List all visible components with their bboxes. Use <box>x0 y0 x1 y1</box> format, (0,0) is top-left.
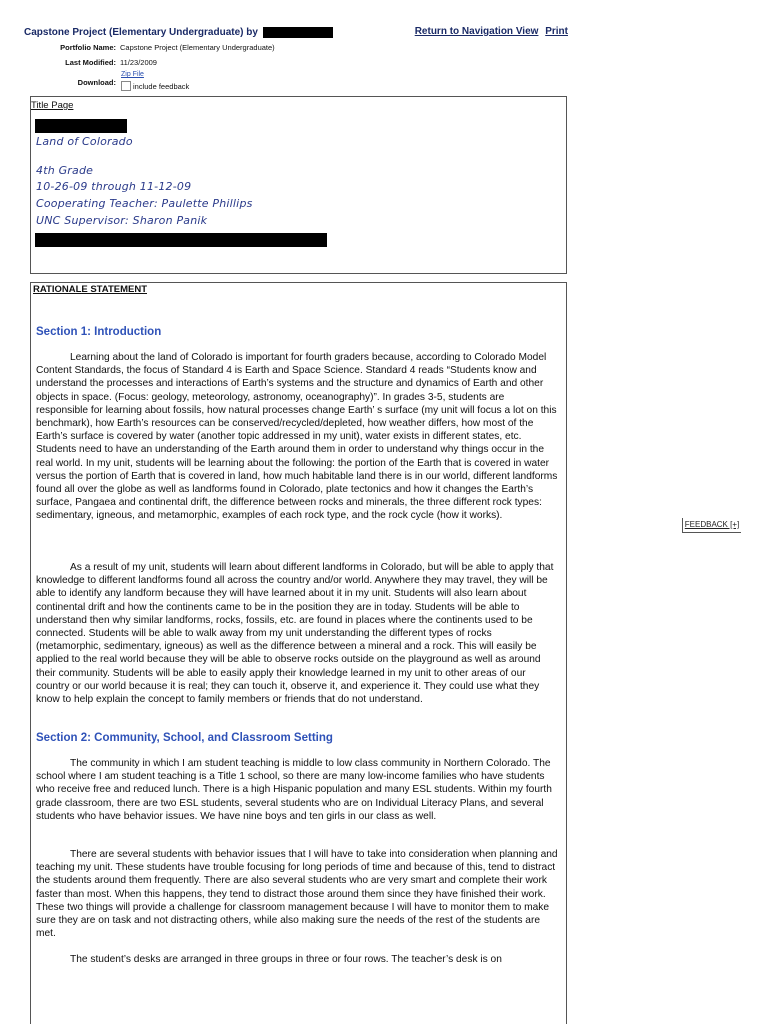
section-1-heading: Section 1: Introduction <box>36 326 162 338</box>
paragraph-5 <box>36 953 558 966</box>
paragraph-2-text: As a result of my unit, students will learn about different landforms in Colorado, but will be able to apply that knowledge to different landforms found all across the country and/or world. Anywhere they may travel, they will be able to identify any landform because they will have learned about it in my unit. Students will also learn about continental drift and how the continents came to be in the position they are in today. Students will be able to understand then why similar landforms, rocks, fossils, etc. are found in places where the continents used to be connected. Students will be able to walk away from my unit understanding the different types of rocks (metamorphic, sedimentary, igneous) as well as the difference between a mineral and a rock. This will easily be applied to the real world because they will be able to observe rocks outside on the playground as well as around their community. Students will be able to easily apply their knowledge learned in my unit to other areas of our country or our world because it is real; they can touch it, observe it, and experience it. They could use what they know to help explain the concept to family members or friends that do not understand. <box>36 562 554 706</box>
download-label: Download: <box>77 78 116 87</box>
paragraph-1 <box>36 351 558 523</box>
header-title-text: Capstone Project (Elementary Undergraduate) by <box>24 27 258 39</box>
paragraph-4 <box>36 848 558 940</box>
portfolio-name-label: Portfolio Name: <box>60 43 116 52</box>
cooperating-teacher: Cooperating Teacher: Paulette Phillips <box>36 197 253 210</box>
unc-supervisor: UNC Supervisor: Sharon Panik <box>36 214 208 227</box>
return-to-navigation-link[interactable]: Return to Navigation View <box>414 26 539 37</box>
portfolio-name-row <box>0 43 275 52</box>
include-feedback-checkbox[interactable] <box>121 81 131 91</box>
last-modified-label: Last Modified: <box>65 58 116 67</box>
print-link[interactable]: Print <box>545 26 568 37</box>
rationale-heading: RATIONALE STATEMENT <box>33 284 147 295</box>
last-modified-row <box>0 58 157 67</box>
header-links <box>411 26 568 37</box>
portfolio-name-value: Capstone Project (Elementary Undergraduate) <box>120 43 275 52</box>
section-2-heading: Section 2: Community, School, and Classroom Setting <box>36 732 333 744</box>
paragraph-4-text: There are several students with behavior issues that I will have to take into consideration when planning and teaching my unit. These students have trouble focusing for long periods of time and because of this, tend to distract the students around them frequently. There are also several students who are very smart and complete their work faster than most. When this happens, they tend to distract those around them since they have finished their work. These two things will provide a challenge for classroom management because I will have to monitor them to make sure they are on task and not distracting others, while also making sure the needs of the rest of the students are met. <box>36 849 558 940</box>
paragraph-1-text: Learning about the land of Colorado is important for fourth graders because, according to Colorado Model Content Standards, the focus of Standard 4 is Earth and Space Science. Standard 4 reads “Students know and understand the processes and interactions of Earth’s systems and the structure and dynamics of Earth and other objects in space. (Focus: geology, meteorology, astronomy, oceanography)”. In grades 3-5, students are responsible for learning about fossils, how natural processes change Earth’ s surface (my unit will focus a lot on this benchmark), how Earth’s resources can be conserved/recycled/depleted, how weather differs, how most of the Earth’s surface is covered by water (another topic addressed in my unit), water exists in different states, etc. Students need to have an understanding of the Earth around them in order to understand why things occur in the real world. In my unit, students will be learning about the following: the portion of the Earth that is covered in water versus the portion of Earth that is covered in land, how much habitable land there is in our world, different landforms found all over the globe as well as landforms found in Colorado, plate tectonics and how it changes the Earth’s surface, Pangaea and continental drift, the difference between rocks and minerals, the three different rock types: sedimentary, igneous, and metamorphic, examples of each rock type, and the rock cycle (how it works). <box>36 352 558 522</box>
grade-level: 4th Grade <box>36 164 94 177</box>
last-modified-value: 11/23/2009 <box>120 58 157 67</box>
unit-dates: 10-26-09 through 11-12-09 <box>36 180 192 193</box>
page-header-title <box>24 27 333 38</box>
download-row <box>0 78 120 87</box>
include-feedback-label: include feedback <box>133 82 190 91</box>
paragraph-3-text: The community in which I am student teaching is middle to low class community in Northern Colorado. The school where I am student teaching is a Title 1 school, so there are many low-income families who have students who receive free and reduced lunch. There is a high Hispanic population and many ESL students. Within my fourth grade classroom, there are two ESL students, several students who are on Individual Literacy Plans, and several students who have behavior issues. We have nine boys and ten girls in our class as well. <box>36 758 552 822</box>
redacted-author-name <box>263 27 333 38</box>
zip-file-link[interactable]: Zip File <box>121 71 144 78</box>
paragraph-2 <box>36 561 558 706</box>
paragraph-3 <box>36 757 558 823</box>
redacted-info-line <box>35 233 327 247</box>
unit-title: Land of Colorado <box>36 135 133 148</box>
redacted-student-name <box>35 119 127 133</box>
paragraph-5-text: The student’s desks are arranged in three groups in three or four rows. The teacher’s desk is on <box>70 954 502 965</box>
title-page-box <box>30 96 567 274</box>
feedback-toggle-button[interactable]: FEEDBACK [+] <box>682 518 741 533</box>
title-page-heading: Title Page <box>31 100 74 111</box>
